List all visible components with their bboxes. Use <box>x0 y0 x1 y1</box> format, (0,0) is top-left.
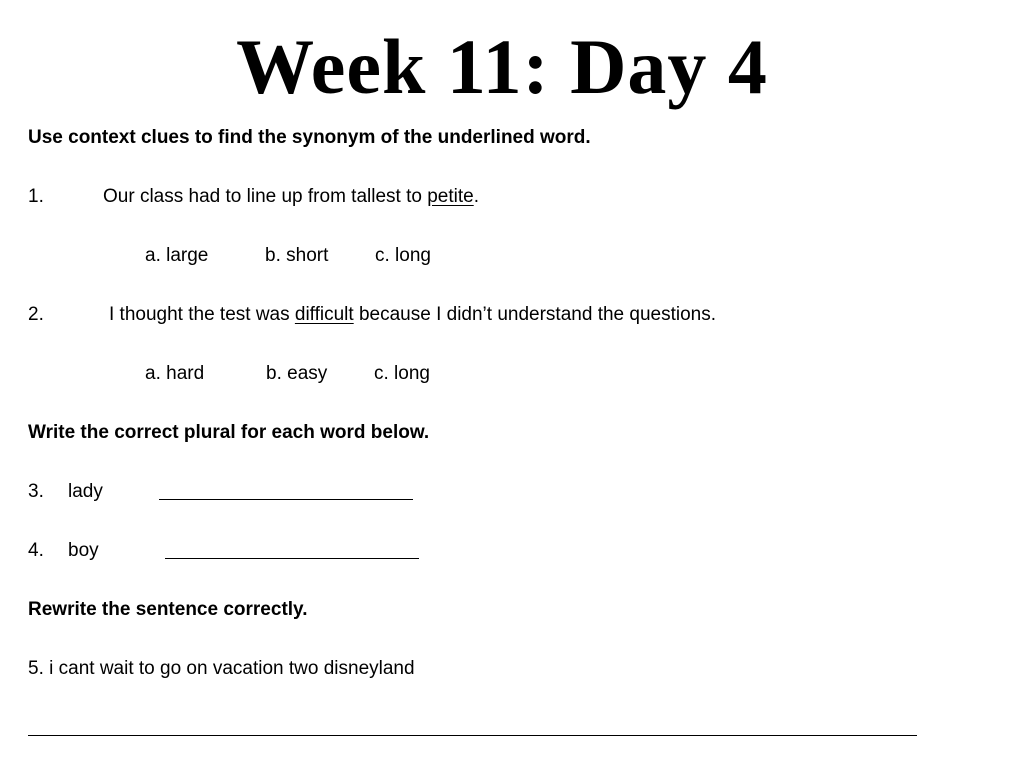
q3-number: 3. <box>28 481 44 502</box>
q2-option-b: b. easy <box>266 363 328 384</box>
q1-option-c: c. long <box>375 245 431 266</box>
page-title: Week 11: Day 4 <box>236 23 768 110</box>
instruction-rewrite: Rewrite the sentence correctly. <box>28 599 308 620</box>
q2-option-c: c. long <box>374 363 430 384</box>
instruction-synonyms: Use context clues to find the synonym of the underlined word. <box>28 127 591 148</box>
q1-text-after: . <box>473 186 479 207</box>
q3-answer-blank[interactable] <box>159 499 413 500</box>
q4-number: 4. <box>28 540 44 561</box>
q2-sentence <box>109 303 716 327</box>
q5-answer-blank[interactable] <box>28 735 917 736</box>
q1-option-a: a. large <box>145 245 209 266</box>
q1-option-b: b. short <box>265 245 329 266</box>
q4-answer-blank[interactable] <box>165 558 419 559</box>
q2-text-before: I thought the test was <box>109 304 295 325</box>
q3-word: lady <box>68 481 103 502</box>
q2-number: 2. <box>28 304 44 325</box>
q4-word: boy <box>68 540 99 561</box>
q2-underlined-word: difficult <box>294 304 354 325</box>
q1-number: 1. <box>28 186 44 207</box>
q1-underlined-word: petite <box>427 186 474 207</box>
q2-option-a: a. hard <box>145 363 205 384</box>
q1-text-before: Our class had to line up from tallest to <box>103 186 428 207</box>
q1-sentence <box>103 185 479 209</box>
q2-text-after: because I didn’t understand the questions. <box>353 304 716 325</box>
instruction-plurals: Write the correct plural for each word below. <box>28 422 430 443</box>
q5-sentence: 5. i cant wait to go on vacation two disneyland <box>28 658 415 679</box>
